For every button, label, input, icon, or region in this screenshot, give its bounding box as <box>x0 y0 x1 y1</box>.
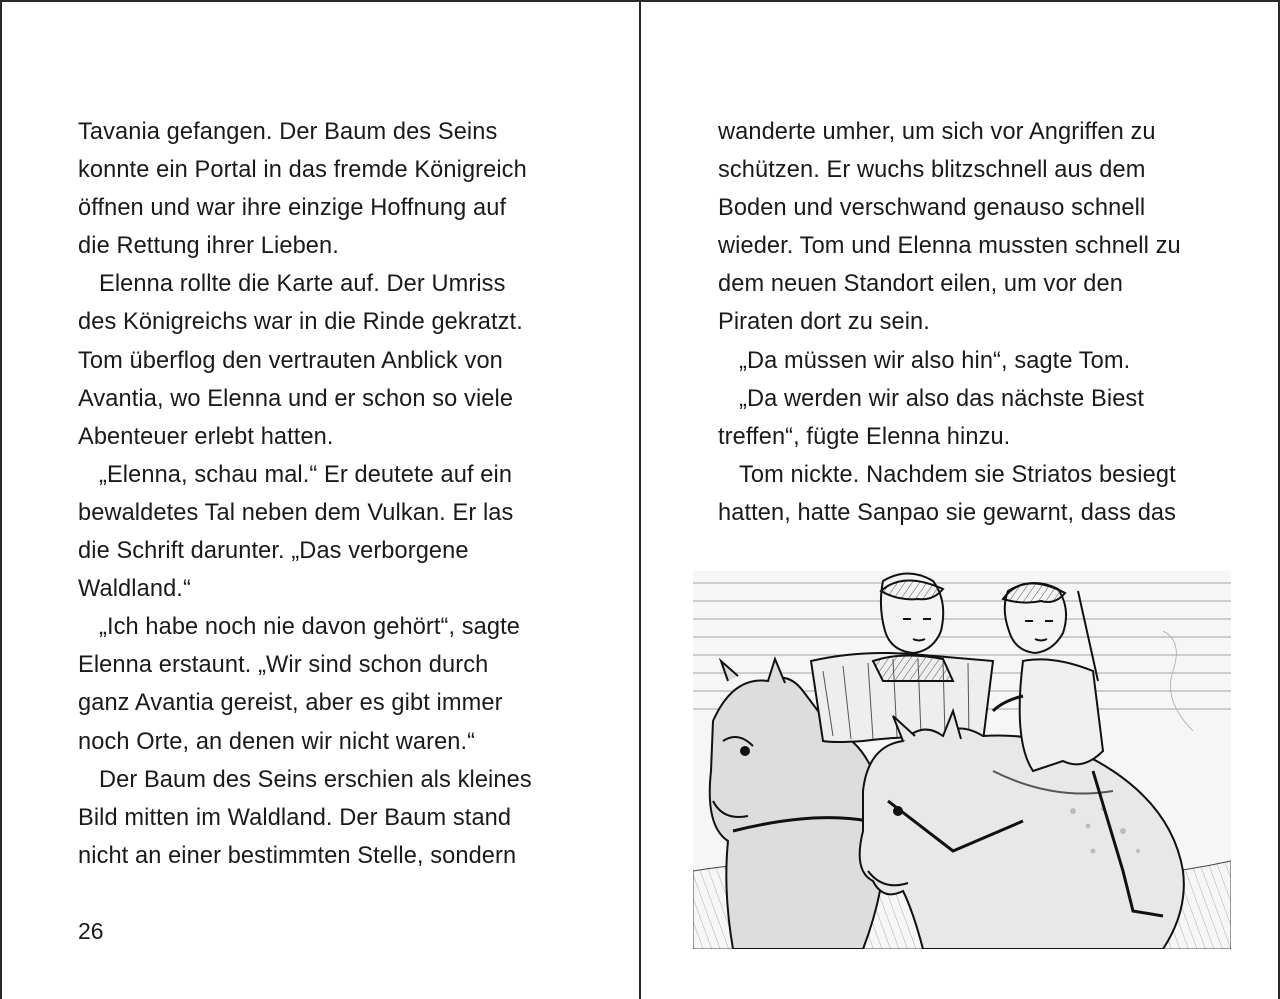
left-page-text <box>78 113 532 875</box>
illustration-riders-with-map-icon <box>693 571 1231 949</box>
text-line: „Ich habe noch nie davon gehört“, sagte <box>99 614 521 641</box>
text-line: die Rettung ihrer Lieben. <box>78 233 339 260</box>
text-line: „Da müssen wir also hin“, sagte Tom. <box>739 347 1131 374</box>
right-page-text <box>718 113 1181 532</box>
text-line: des Königreichs war in die Rinde gekratzt. <box>78 309 523 336</box>
text-line: Elenna erstaunt. „Wir sind schon durch <box>78 652 489 679</box>
text-line: Abenteuer erlebt hatten. <box>78 423 334 450</box>
text-line: noch Orte, an denen wir nicht waren.“ <box>78 728 476 755</box>
illustration-drawing <box>693 571 1231 949</box>
text-line: wieder. Tom und Elenna mussten schnell zu <box>718 233 1181 260</box>
text-line: Boden und verschwand genauso schnell <box>718 195 1146 222</box>
text-line: hatten, hatte Sanpao sie gewarnt, dass das <box>718 499 1177 526</box>
text-line: Avantia, wo Elenna und er schon so viele <box>78 385 514 412</box>
text-line: konnte ein Portal in das fremde Königreich <box>78 157 527 184</box>
left-page <box>0 0 639 999</box>
text-line: Bild mitten im Waldland. Der Baum stand <box>78 804 512 831</box>
text-line: Waldland.“ <box>78 576 191 603</box>
text-line: Piraten dort zu sein. <box>718 309 930 336</box>
text-line: die Schrift darunter. „Das verborgene <box>78 538 469 565</box>
text-line: wanderte umher, um sich vor Angriffen zu <box>718 119 1156 145</box>
text-line: Elenna rollte die Karte auf. Der Umriss <box>99 271 506 298</box>
text-line: Der Baum des Seins erschien als kleines <box>99 766 532 793</box>
right-page <box>641 0 1280 999</box>
text-line: Tavania gefangen. Der Baum des Seins <box>78 119 498 145</box>
text-line: treffen“, fügte Elenna hinzu. <box>718 423 1011 450</box>
text-line: ganz Avantia gereist, aber es gibt immer <box>78 690 503 717</box>
text-line: dem neuen Standort eilen, um vor den <box>718 271 1123 298</box>
text-line: „Elenna, schau mal.“ Er deutete auf ein <box>99 461 513 488</box>
text-line: „Da werden wir also das nächste Biest <box>739 385 1144 412</box>
text-line: Tom überflog den vertrauten Anblick von <box>78 347 503 374</box>
text-line: nicht an einer bestimmten Stelle, sondern <box>78 842 517 869</box>
rider-tom <box>873 574 953 682</box>
text-line: Tom nickte. Nachdem sie Striatos besiegt <box>739 461 1176 488</box>
text-line: schützen. Er wuchs blitzschnell aus dem <box>718 157 1146 184</box>
text-line: öffnen und war ihre einzige Hoffnung auf <box>78 195 507 222</box>
page-number: 26 <box>78 918 104 944</box>
text-line: bewaldetes Tal neben dem Vulkan. Er las <box>78 499 514 526</box>
